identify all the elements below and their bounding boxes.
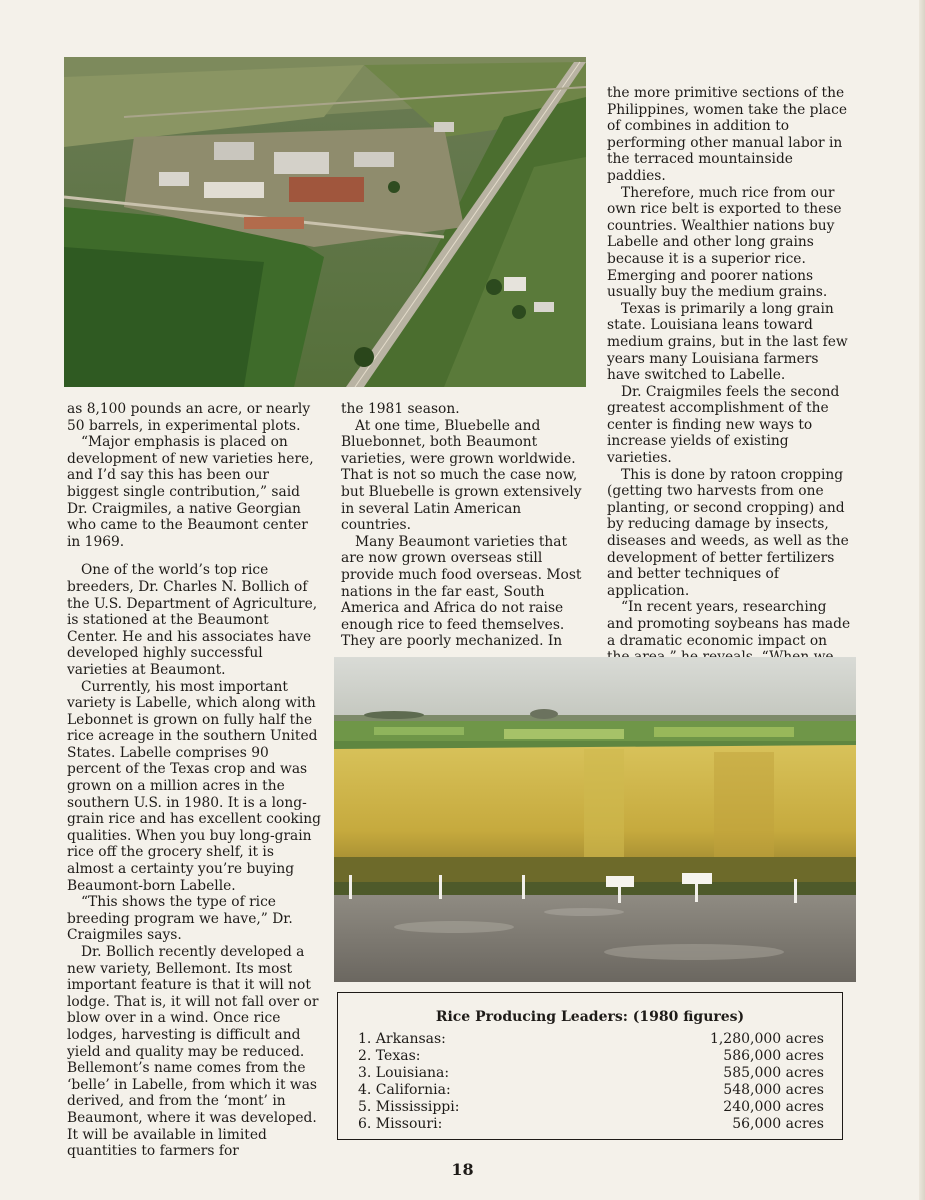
paragraph: “This shows the type of rice breeding program we have,” Dr. Craigmiles says. [67, 894, 293, 944]
state-cell: 1. Arkansas: [358, 1031, 446, 1047]
paragraph: “In recent years, researching and promoting soybeans has made a dramatic economic impact on [607, 599, 851, 649]
text-column-3 [607, 85, 852, 699]
table-row [358, 1065, 824, 1082]
paragraph: as 8,100 pounds an acre, or nearly 50 barrels, in experimental plots. [67, 401, 311, 434]
acres-cell: 240,000 acres [723, 1099, 824, 1115]
acres-cell: 586,000 acres [723, 1048, 824, 1064]
paragraph: Therefore, much rice from our own rice belt is exported to these countries. Wealthier nations buy Labelle and other long grains because it is a superior rice. Emerging and poorer nations usually buy the medium grains. [607, 184, 842, 301]
state-cell: 2. Texas: [358, 1048, 421, 1064]
page-number: 18 [451, 1160, 474, 1179]
paragraph: Texas is primarily a long grain state. Louisiana leans toward medium grains, but in the last few years many Louisiana farmers have switched to Labelle. [607, 300, 848, 384]
rice-test-plots-photo [334, 657, 856, 982]
state-cell: 4. California: [358, 1082, 451, 1098]
aerial-photo-research-center [64, 57, 586, 387]
paragraph: This is done by ratoon cropping (getting two harvests from one planting, or second cropping) and by reducing damage by insects, diseases and weeds, as well as the development of better fertilizers and better techniques of application. [607, 466, 849, 599]
table-row [358, 1031, 824, 1048]
page-edge [919, 0, 925, 1200]
paragraph: At one time, Bluebelle and Bluebonnet, both Beaumont varieties, were grown worldwide. That is not so much the case now, but Bluebelle is grown extensively in several Latin American countries. [341, 417, 582, 534]
rice-leaders-table [337, 992, 843, 1140]
state-cell: 3. Louisiana: [358, 1065, 450, 1081]
table-row [358, 1082, 824, 1099]
paragraph: Dr. Craigmiles feels the second greatest accomplishment of the center is finding new ways to increase yields of existing varieties. [607, 383, 840, 467]
table-row [358, 1099, 824, 1116]
acres-cell: 56,000 acres [732, 1116, 824, 1132]
text-column-1 [67, 401, 323, 1160]
acres-cell: 548,000 acres [723, 1082, 824, 1098]
paragraph: Dr. Bollich recently developed a new variety, Bellemont. Its most important feature is that it will not lodge. That is, it will not fall over or blow over in a wind. Once rice lodges, harvesting is difficult and yield and quality may be reduced. Bellemont’s name comes from the ‘belle’ in Labelle, from which it was derived, and from the ‘mont’ in Beaumont, where it was developed. It will be available in limited quantities to farmers for [67, 944, 319, 1160]
text-column-2 [341, 401, 587, 650]
paragraph: One of the world’s top rice breeders, Dr. Charles N. Bollich of the U.S. Department of Agriculture, is stationed at the Beaumont Center. He and his associates have developed highly successful varieties at Beaumont. [67, 562, 318, 678]
state-cell: 6. Missouri: [358, 1116, 443, 1132]
paragraph: Many Beaumont varieties that are now grown overseas still provide much food overseas. Most nations in the far east, South America and Africa do not raise enough rice to feed themselves. They are poorly mechanized. In [341, 533, 582, 650]
paragraph: “Major emphasis is placed on development of new varieties here, and I’d say this has been our biggest single contribution,” said Dr. Craigmiles, a native Georgian who came to the Beaumont center in 1969. [67, 434, 314, 550]
table-row [358, 1116, 824, 1133]
table-rows [358, 1031, 824, 1133]
paragraph: the more primitive sections of the Philippines, women take the place of combines in addition to performing other manual labor in the terraced mountainside paddies. [607, 85, 848, 184]
table-title: Rice Producing Leaders: (1980 figures) [435, 1009, 745, 1025]
state-cell: 5. Mississippi: [358, 1099, 460, 1115]
acres-cell: 585,000 acres [723, 1065, 824, 1081]
acres-cell: 1,280,000 acres [709, 1031, 824, 1047]
table-row [358, 1048, 824, 1065]
paragraph: Currently, his most important variety is Labelle, which along with Lebonnet is grown on fully half the rice acreage in the southern United States. Labelle comprises 90 percent of the Texas crop and was grown on a million acres in the southern U.S. in 1980. It is a long-grain rice and has excellent cooking qualities. When you buy long-grain rice off the grocery shelf, it is almost a certainty you’re buying Beaumont-born Labelle. [67, 678, 322, 894]
paragraph: the 1981 season. [341, 401, 460, 417]
